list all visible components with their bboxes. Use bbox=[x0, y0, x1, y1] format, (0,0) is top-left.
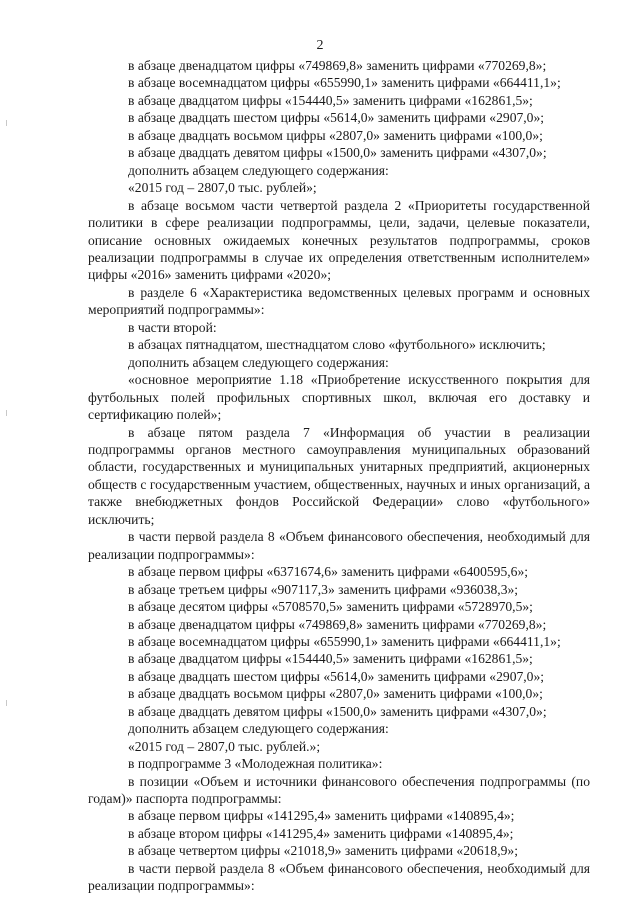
scan-edge-mark bbox=[6, 120, 7, 126]
paragraph: в части первой раздела 8 «Объем финансового обеспечения, необходимый для реализации подпрограммы»: bbox=[88, 860, 590, 894]
paragraph: в абзаце восемнадцатом цифры «655990,1» заменить цифрами «664411,1»; bbox=[128, 75, 561, 91]
paragraph: в абзаце двадцать восьмом цифры «2807,0» заменить цифрами «100,0»; bbox=[128, 127, 543, 143]
scan-edge-mark bbox=[6, 700, 7, 706]
paragraph: в абзаце двадцать восьмом цифры «2807,0» заменить цифрами «100,0»; bbox=[128, 686, 543, 702]
paragraph: в абзаце первом цифры «6371674,6» заменить цифрами «6400595,6»; bbox=[128, 564, 529, 580]
paragraph: дополнить абзацем следующего содержания: bbox=[128, 162, 389, 178]
paragraph: в абзаце двадцать девятом цифры «1500,0» заменить цифрами «4307,0»; bbox=[128, 145, 547, 161]
paragraph: в абзаце двадцать шестом цифры «5614,0» заменить цифрами «2907,0»; bbox=[128, 668, 545, 684]
paragraph: в абзаце двадцать шестом цифры «5614,0» заменить цифрами «2907,0»; bbox=[128, 110, 545, 126]
paragraph: «основное мероприятие 1.18 «Приобретение искусственного покрытия для футбольных полей профильных спортивных школ, включая его доставку и сертификацию полей»; bbox=[88, 372, 590, 423]
paragraph: в абзаце четвертом цифры «21018,9» заменить цифрами «20618,9»; bbox=[128, 843, 518, 859]
paragraph: в абзаце втором цифры «141295,4» заменить цифрами «140895,4»; bbox=[128, 825, 514, 841]
paragraph: в разделе 6 «Характеристика ведомственных целевых программ и основных мероприятий подпрограммы»: bbox=[88, 284, 590, 318]
paragraph: «2015 год – 2807,0 тыс. рублей.»; bbox=[128, 738, 321, 754]
paragraph: в абзаце двадцать девятом цифры «1500,0» заменить цифрами «4307,0»; bbox=[128, 703, 547, 719]
paragraph: в абзаце третьем цифры «907117,3» заменить цифрами «936038,3»; bbox=[128, 581, 519, 597]
paragraph: в абзаце двадцатом цифры «154440,5» заменить цифрами «162861,5»; bbox=[128, 92, 533, 108]
paragraph: в подпрограмме 3 «Молодежная политика»: bbox=[128, 756, 383, 772]
paragraph: в позиции «Объем и источники финансового обеспечения подпрограммы (по годам)» паспорта подпрограммы: bbox=[88, 773, 590, 807]
paragraph: дополнить абзацем следующего содержания: bbox=[128, 354, 389, 370]
paragraph: в части второй: bbox=[128, 319, 217, 335]
paragraph: дополнить абзацем следующего содержания: bbox=[128, 721, 389, 737]
paragraph: в абзаце двенадцатом цифры «749869,8» заменить цифрами «770269,8»; bbox=[128, 616, 547, 632]
document-body bbox=[88, 57, 590, 895]
paragraph: в абзаце двадцатом цифры «154440,5» заменить цифрами «162861,5»; bbox=[128, 651, 533, 667]
paragraph: в абзаце восемнадцатом цифры «655990,1» заменить цифрами «664411,1»; bbox=[128, 633, 561, 649]
paragraph: «2015 год – 2807,0 тыс. рублей»; bbox=[128, 180, 317, 196]
scan-edge-mark bbox=[6, 410, 7, 416]
paragraph: в абзаце восьмом части четвертой раздела 2 «Приоритеты государственной политики в сфере реализации подпрограммы, цели, задачи, целевые показатели, описание основных ожидаемых конечных результатов подпрограммы, сроков реализации подпрограммы в случае их определения ответственным исполнителем» цифры «2016» заменить цифрами «2020»; bbox=[88, 197, 590, 283]
paragraph: в абзацах пятнадцатом, шестнадцатом слово «футбольного» исключить; bbox=[128, 337, 546, 353]
paragraph: в абзаце двенадцатом цифры «749869,8» заменить цифрами «770269,8»; bbox=[128, 58, 547, 73]
paragraph: в абзаце десятом цифры «5708570,5» заменить цифрами «5728970,5»; bbox=[128, 599, 533, 615]
paragraph: в абзаце первом цифры «141295,4» заменить цифрами «140895,4»; bbox=[128, 808, 515, 824]
paragraph: в части первой раздела 8 «Объем финансового обеспечения, необходимый для реализации подпрограммы»: bbox=[88, 529, 590, 562]
paragraph: в абзаце пятом раздела 7 «Информация об участии в реализации подпрограммы органов местного самоуправления муниципальных образований области, государственных и муниципальных унитарных предприятий, акционерных обществ с государственным участием, общественных, научных и иных организаций, а также внебюджетных фондов Российской Федерации» слово «футбольного» исключить; bbox=[88, 424, 590, 527]
page-number: 2 bbox=[316, 38, 324, 53]
